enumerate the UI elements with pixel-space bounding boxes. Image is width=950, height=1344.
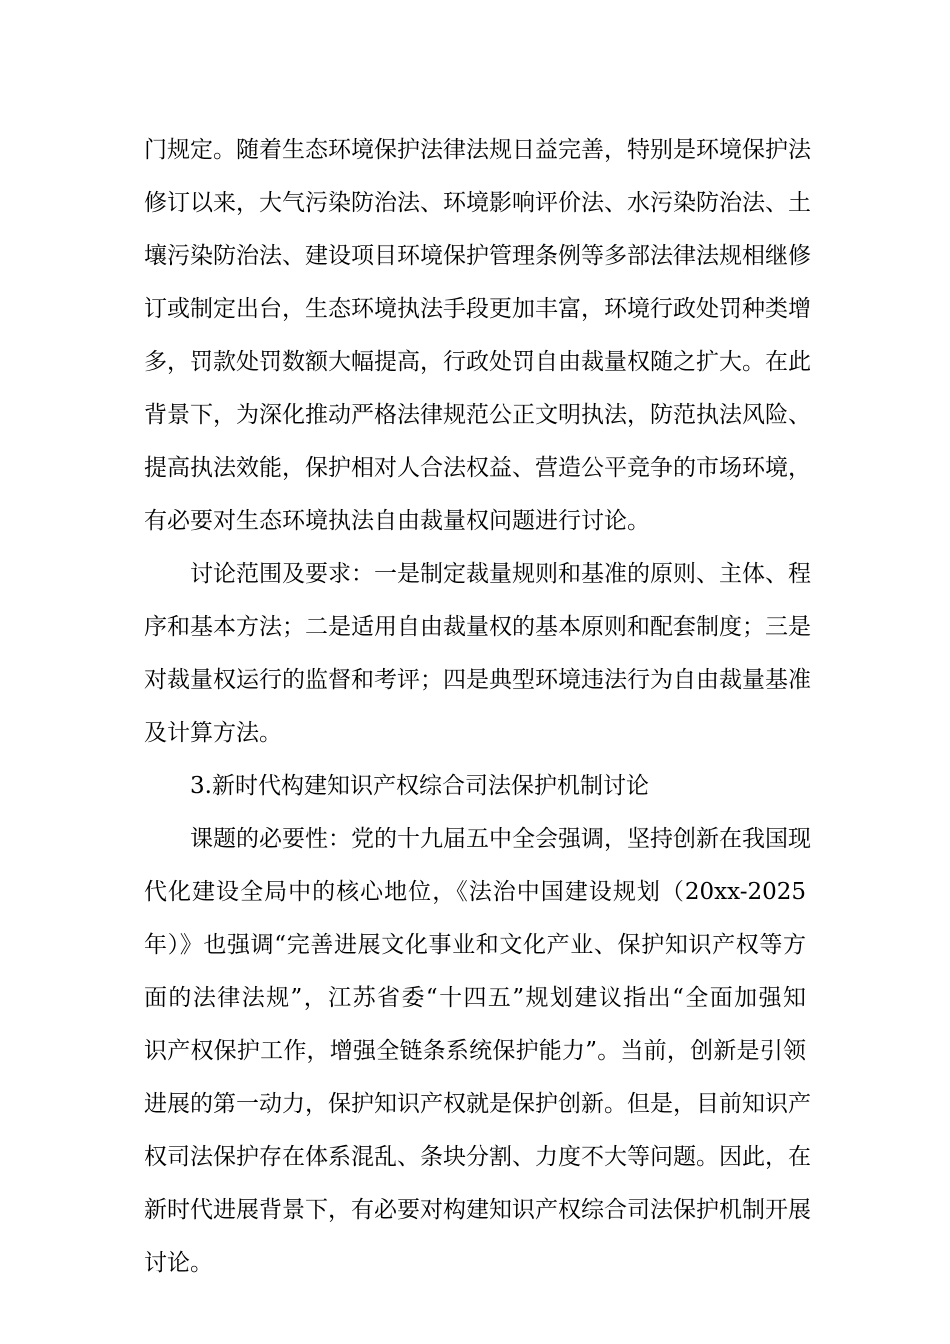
paragraph-line: 年）》也强调“完善进展文化事业和文化产业、保护知识产权等方 xyxy=(144,932,806,958)
paragraph-line: 课题的必要性：党的十九届五中全会强调，坚持创新在我国现 xyxy=(190,826,811,852)
paragraph-line: 订或制定出台，生态环境执法手段更加丰富，环境行政处罚种类增 xyxy=(144,296,811,322)
section-heading: 3.新时代构建知识产权综合司法保护机制讨论 xyxy=(190,773,649,799)
paragraph-line: 及计算方法。 xyxy=(144,720,282,746)
paragraph-line: 门规定。随着生态环境保护法律法规日益完善，特别是环境保护法 xyxy=(144,137,811,163)
paragraph-line: 代化建设全局中的核心地位，《法治中国建设规划（20xx-2025 xyxy=(144,879,806,905)
paragraph-line: 提高执法效能，保护相对人合法权益、营造公平竞争的市场环境， xyxy=(144,455,811,481)
paragraph-line: 面的法律法规”，江苏省委“十四五”规划建议指出“全面加强知 xyxy=(144,985,806,1011)
paragraph-line: 多，罚款处罚数额大幅提高，行政处罚自由裁量权随之扩大。在此 xyxy=(144,349,811,375)
paragraph-line: 壤污染防治法、建设项目环境保护管理条例等多部法律法规相继修 xyxy=(144,243,811,269)
paragraph-line: 识产权保护工作，增强全链条系统保护能力”。当前，创新是引领 xyxy=(144,1038,806,1064)
paragraph-line: 有必要对生态环境执法自由裁量权问题进行讨论。 xyxy=(144,508,650,534)
paragraph-line: 讨论。 xyxy=(144,1250,213,1276)
paragraph-line: 背景下，为深化推动严格法律规范公正文明执法，防范执法风险、 xyxy=(144,402,811,428)
paragraph-line: 新时代进展背景下，有必要对构建知识产权综合司法保护机制开展 xyxy=(144,1197,811,1223)
paragraph-line: 对裁量权运行的监督和考评；四是典型环境违法行为自由裁量基准 xyxy=(144,667,811,693)
paragraph-line: 序和基本方法；二是适用自由裁量权的基本原则和配套制度；三是 xyxy=(144,614,811,640)
paragraph-line: 修订以来，大气污染防治法、环境影响评价法、水污染防治法、土 xyxy=(144,190,811,216)
paragraph-line: 进展的第一动力，保护知识产权就是保护创新。但是，目前知识产 xyxy=(144,1091,811,1117)
paragraph-line: 讨论范围及要求：一是制定裁量规则和基准的原则、主体、程 xyxy=(190,561,811,587)
paragraph-line: 权司法保护存在体系混乱、条块分割、力度不大等问题。因此，在 xyxy=(144,1144,811,1170)
